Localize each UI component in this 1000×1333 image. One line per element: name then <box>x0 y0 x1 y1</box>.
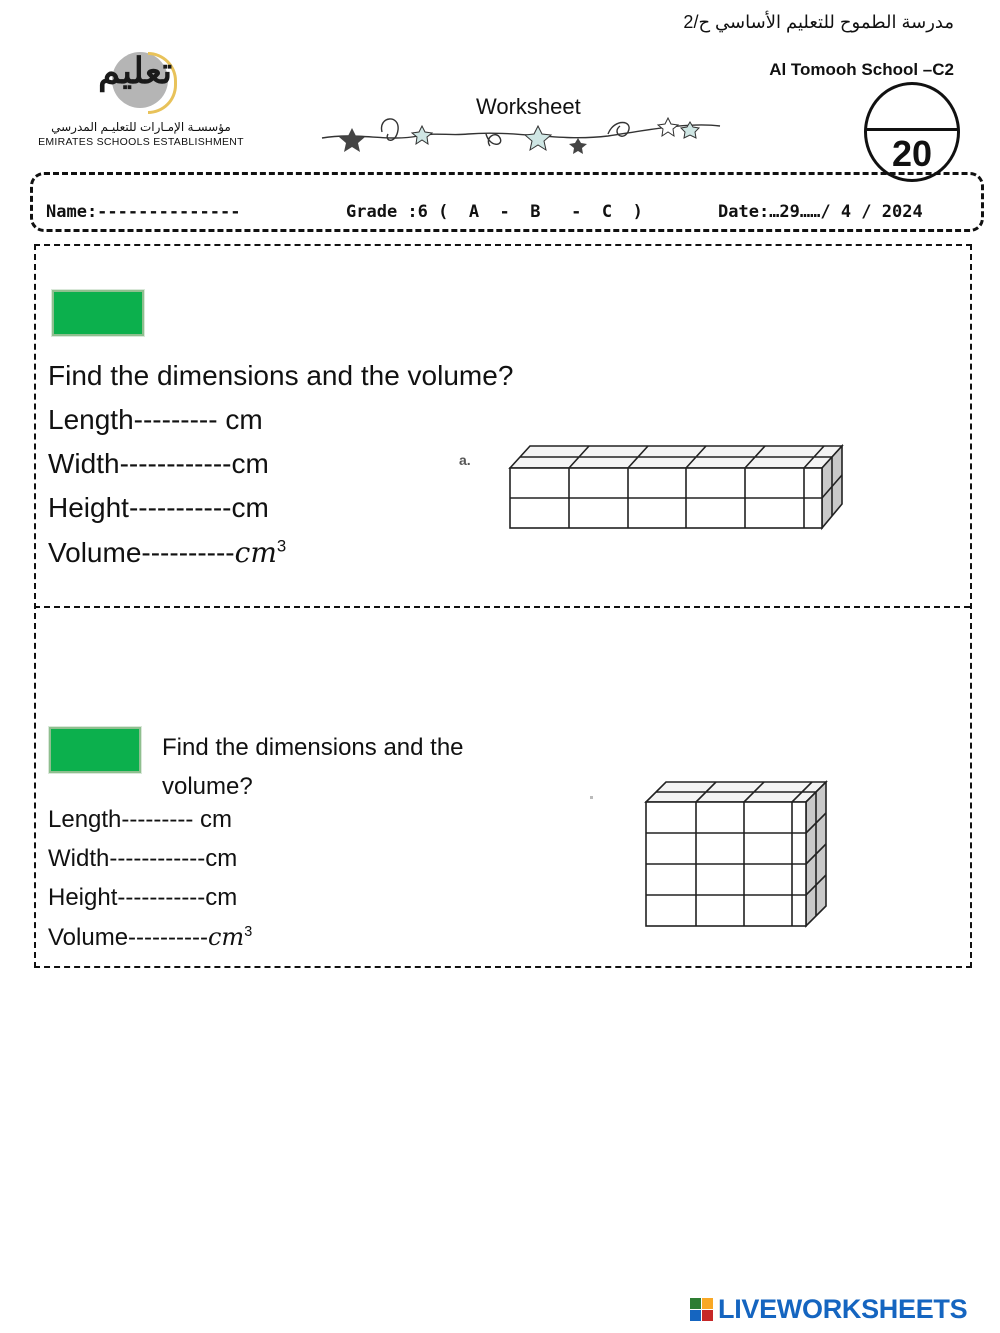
worksheet-title: Worksheet <box>476 94 581 119</box>
q2-volume-unit: cm <box>207 923 245 951</box>
figure-label-a: a. <box>459 452 471 468</box>
q1-length: Length--------- cm <box>48 404 263 435</box>
q2-height: Height-----------cm <box>48 884 238 911</box>
q2-length: Length--------- cm <box>48 806 232 833</box>
score-badge <box>864 82 960 182</box>
liveworksheets-grid-icon <box>690 1298 714 1322</box>
liveworksheets-wordmark: LIVEWORKSHEETS <box>718 1294 968 1324</box>
speck <box>590 796 593 799</box>
answer-box-q2[interactable] <box>49 727 141 773</box>
logo-english-text: EMIRATES SCHOOLS ESTABLISHMENT <box>38 136 244 148</box>
answer-box-q1[interactable] <box>52 290 144 336</box>
q1-width: Width------------cm <box>48 448 269 479</box>
school-name: Al Tomooh School –C2 <box>769 60 954 79</box>
q2-prompt: Find the dimensions and the volume? <box>162 734 464 800</box>
cube-prism-figure-a <box>500 440 850 536</box>
q2-volume-label: Volume---------- <box>48 924 208 951</box>
logo-wordmark: تعليم <box>98 50 173 92</box>
score-divider <box>867 128 957 131</box>
q1-volume <box>48 536 286 569</box>
q2-volume <box>48 923 252 952</box>
q2-width: Width------------cm <box>48 845 238 872</box>
name-field[interactable]: Name:-------------- <box>46 202 241 222</box>
ministry-logo <box>36 50 246 150</box>
grade-field: Grade :6 ( A - B - C ) <box>346 202 643 222</box>
logo-arabic-text: مؤسسـة الإمـارات للتعليـم المدرسي <box>51 120 231 134</box>
q1-prompt: Find the dimensions and the volume? <box>48 360 514 391</box>
question-divider <box>34 606 970 608</box>
star-ornament-icon <box>318 112 722 162</box>
q1-volume-label: Volume---------- <box>48 537 235 568</box>
date-field: Date:…29……/ 4 / 2024 <box>718 202 923 222</box>
cube-prism-figure-b <box>640 776 834 934</box>
q2-volume-exponent: 3 <box>244 924 253 940</box>
q1-height: Height-----------cm <box>48 492 269 523</box>
arabic-school-name: مدرسة الطموح للتعليم الأساسي ح/2 <box>683 12 954 32</box>
score-total: 20 <box>891 133 933 174</box>
q1-volume-unit: cm <box>234 536 277 569</box>
q1-volume-exponent: 3 <box>276 536 287 556</box>
